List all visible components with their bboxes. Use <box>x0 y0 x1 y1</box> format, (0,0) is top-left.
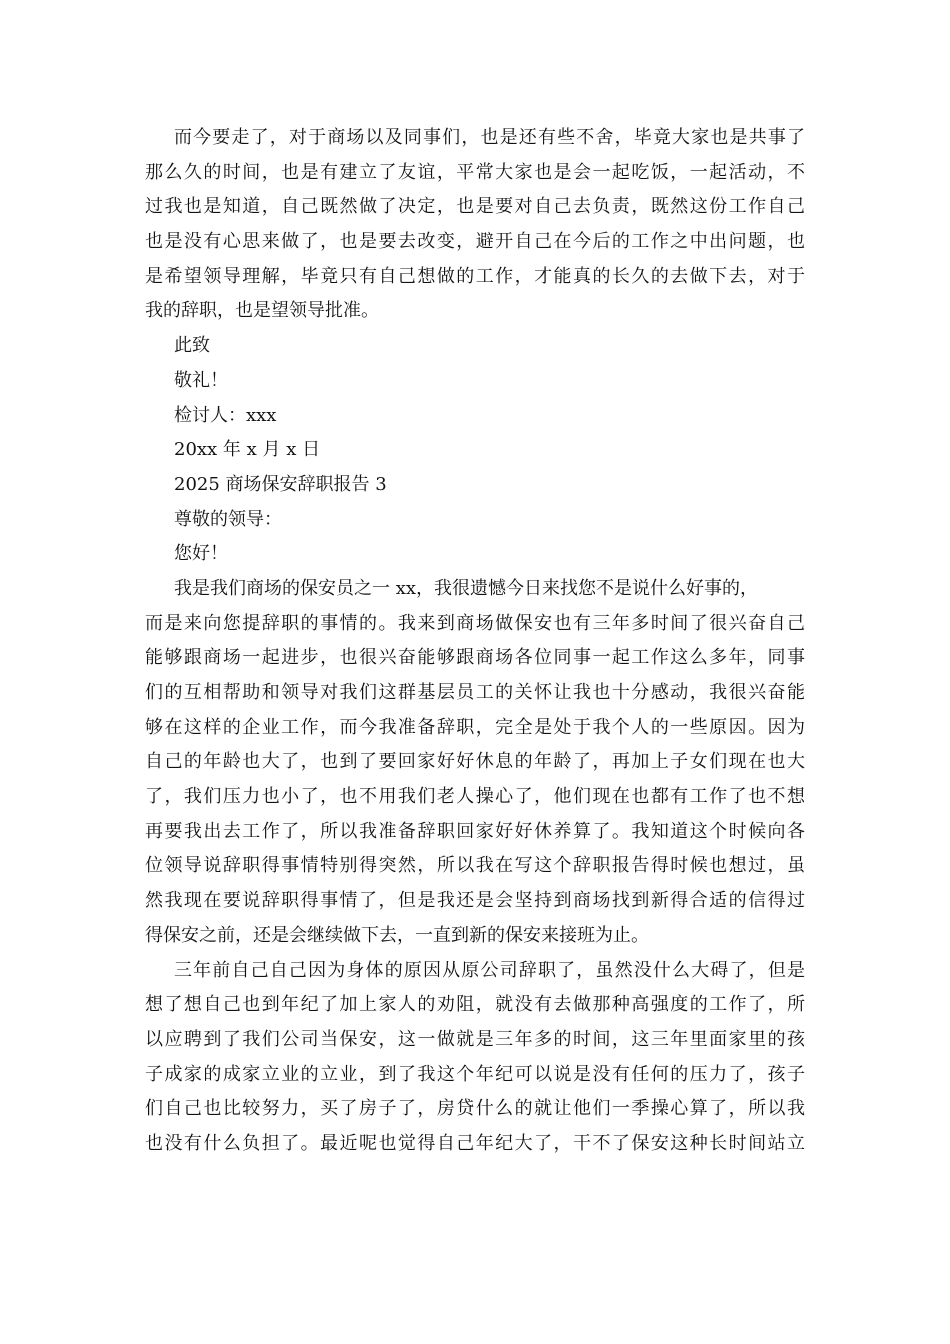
paragraph-line: 们自己也比较努力，买了房子了，房贷什么的就让他们一季操心算了，所以我 <box>145 1098 805 1120</box>
greeting-line: 您好！ <box>174 543 228 565</box>
paragraph-line: 想了想自己也到年纪了加上家人的劝阻，就没有去做那种高强度的工作了，所 <box>145 994 805 1016</box>
paragraph-line: 过我也是知道，自己既然做了决定，也是要对自己去负责，既然这份工作自己 <box>145 196 805 218</box>
paragraph-line: 能够跟商场一起进步，也很兴奋能够跟商场各位同事一起工作这么多年，同事 <box>145 647 805 669</box>
date-line: 20xx 年 x 月 x 日 <box>174 439 321 461</box>
paragraph-line: 们的互相帮助和领导对我们这群基层员工的关怀让我也十分感动，我很兴奋能 <box>145 682 805 703</box>
document-body <box>145 121 805 1162</box>
paragraph-line: 也是没有心思来做了，也是要去改变，避开自己在今后的工作之中出问题，也 <box>145 231 805 253</box>
salutation-line: 尊敬的领导： <box>174 508 282 530</box>
paragraph-line: 子成家的成家立业的立业，到了我这个年纪可以说是没有任何的压力了，孩子 <box>145 1063 805 1085</box>
paragraph-line: 三年前自己自己因为身体的原因从原公司辞职了，虽然没什么大碍了，但是 <box>174 959 805 981</box>
paragraph-line: 我是我们商场的保安员之一 xx，我很遗憾今日来找您不是说什么好事的， <box>174 577 759 599</box>
paragraph-line: 以应聘到了我们公司当保安，这一做就是三年多的时间，这三年里面家里的孩 <box>145 1028 805 1050</box>
closing-line: 此致 <box>174 335 210 357</box>
paragraph-line: 自己的年龄也大了，也到了要回家好好休息的年龄了，再加上子女们现在也大 <box>145 751 805 773</box>
paragraph-line: 是希望领导理解，毕竟只有自己想做的工作，才能真的长久的去做下去，对于 <box>145 265 805 287</box>
paragraph-line: 得保安之前，还是会继续做下去，一直到新的保安来接班为止。 <box>145 924 649 946</box>
closing-line: 敬礼！ <box>174 369 228 391</box>
paragraph-line: 而是来向您提辞职的事情的。我来到商场做保安也有三年多时间了很兴奋自己 <box>145 612 805 634</box>
paragraph-line: 我的辞职，也是望领导批准。 <box>145 300 379 322</box>
paragraph-line: 而今要走了，对于商场以及同事们，也是还有些不舍，毕竟大家也是共事了 <box>174 127 805 148</box>
paragraph-line: 然我现在要说辞职得事情了，但是我还是会坚持到商场找到新得合适的信得过 <box>145 890 805 912</box>
paragraph-line: 位领导说辞职得事情特别得突然，所以我在写这个辞职报告得时候也想过，虽 <box>145 855 805 877</box>
paragraph-line: 那么久的时间，也是有建立了友谊，平常大家也是会一起吃饭，一起活动，不 <box>145 161 805 183</box>
paragraph-line: 再要我出去工作了，所以我准备辞职回家好好休养算了。我知道这个时候向各 <box>145 820 805 842</box>
section-title: 2025 商场保安辞职报告 3 <box>174 473 387 495</box>
signer-line: 检讨人：xxx <box>174 404 277 426</box>
paragraph-line: 够在这样的企业工作，而今我准备辞职，完全是处于我个人的一些原因。因为 <box>145 716 805 738</box>
paragraph-line: 了，我们压力也小了，也不用我们老人操心了，他们现在也都有工作了也不想 <box>145 786 805 808</box>
paragraph-line: 也没有什么负担了。最近呢也觉得自己年纪大了，干不了保安这种长时间站立 <box>145 1132 805 1154</box>
